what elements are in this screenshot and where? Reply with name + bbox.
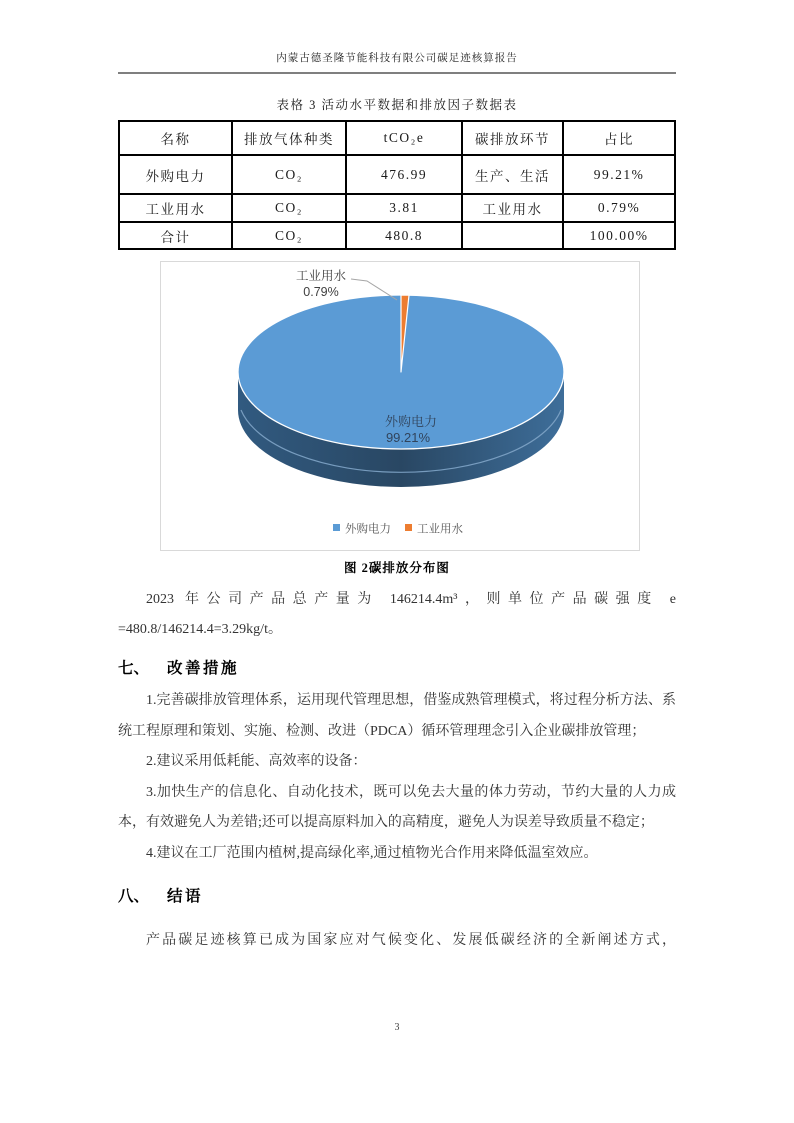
- cell-name: 外购电力: [119, 155, 232, 194]
- section-8-number: 八、: [118, 888, 150, 905]
- production-line-1: 2023 年公司产品总产量为 146214.4m³，则单位产品碳强度 e: [146, 592, 676, 607]
- section-heading-7: [118, 657, 676, 681]
- cell-share: 0.79%: [563, 194, 675, 222]
- improvement-item-4: 4.建议在工厂范围内植树,提高绿化率,通过植物光合作用来降低温室效应。: [146, 845, 598, 861]
- section-heading-8: [118, 885, 676, 909]
- pie-chart-figure: [160, 261, 640, 551]
- figure-caption: 图 2碳排放分布图: [344, 561, 450, 575]
- section-7-title: 改善措施: [167, 660, 240, 677]
- cell-gas: CO₂: [232, 155, 346, 194]
- emission-data-table: [118, 120, 676, 250]
- cell-tco2e: 480.8: [346, 222, 462, 249]
- cell-stage: 生产、生活: [462, 155, 563, 194]
- table-caption: 表格 3 活动水平数据和排放因子数据表: [276, 98, 518, 112]
- conclusion-paragraph: 产品碳足迹核算已成为国家应对气候变化、发展低碳经济的全新阐述方式，: [146, 933, 676, 948]
- table-row-total: [119, 222, 675, 249]
- improvement-item-3: 3.加快生产的信息化、自动化技术，既可以免去大量的体力劳动，节约大量的人力成本，有效避免人为差错;还可以提高原料加入的高精度，避免人为误差导致质量不稳定；: [118, 784, 676, 830]
- legend-swatch-water: [405, 524, 412, 531]
- header-divider: [118, 72, 676, 74]
- col-header-name: 名称: [119, 121, 232, 155]
- cell-share: 100.00%: [563, 222, 675, 249]
- pie-label-water-value: 0.79%: [303, 285, 339, 299]
- table-row: [119, 194, 675, 222]
- cell-name: 工业用水: [119, 194, 232, 222]
- legend-swatch-electricity: [333, 524, 340, 531]
- col-header-tco2e: tCO₂e: [346, 121, 462, 155]
- cell-name: 合计: [119, 222, 232, 249]
- production-line-2: =480.8/146214.4=3.29kg/t。: [118, 622, 282, 637]
- pie-label-water-name: 工业用水: [295, 269, 347, 283]
- cell-gas: CO₂: [232, 222, 346, 249]
- cell-share: 99.21%: [563, 155, 675, 194]
- cell-tco2e: 476.99: [346, 155, 462, 194]
- table-row: [119, 155, 675, 194]
- cell-tco2e: 3.81: [346, 194, 462, 222]
- pie-chart-3d: [161, 262, 639, 550]
- col-header-stage: 碳排放环节: [462, 121, 563, 155]
- improvement-item-2: 2.建议采用低耗能、高效率的设备：: [146, 754, 367, 769]
- chart-legend: [333, 522, 463, 536]
- section-7-number: 七、: [118, 660, 150, 677]
- cell-stage: [462, 222, 563, 249]
- legend-label-water: 工业用水: [417, 523, 463, 536]
- col-header-gas: 排放气体种类: [232, 121, 346, 155]
- document-header-title: 内蒙古德圣隆节能科技有限公司碳足迹核算报告: [276, 53, 518, 64]
- improvement-item-1: 1.完善碳排放管理体系，运用现代管理思想，借鉴成熟管理模式，将过程分析方法、系统工程原理和策划、实施、检测、改进（PDCA）循环管理理念引入企业碳排放管理；: [118, 693, 676, 739]
- production-paragraph: [118, 585, 676, 645]
- section-8-title: 结语: [167, 888, 204, 905]
- pie-label-electricity-name: 外购电力: [384, 414, 438, 429]
- table-header-row: [119, 121, 675, 155]
- legend-label-electricity: 外购电力: [345, 523, 391, 536]
- col-header-share: 占比: [563, 121, 675, 155]
- pie-label-electricity-value: 99.21%: [385, 430, 431, 445]
- cell-gas: CO₂: [232, 194, 346, 222]
- page-number: 3: [394, 1022, 400, 1033]
- cell-stage: 工业用水: [462, 194, 563, 222]
